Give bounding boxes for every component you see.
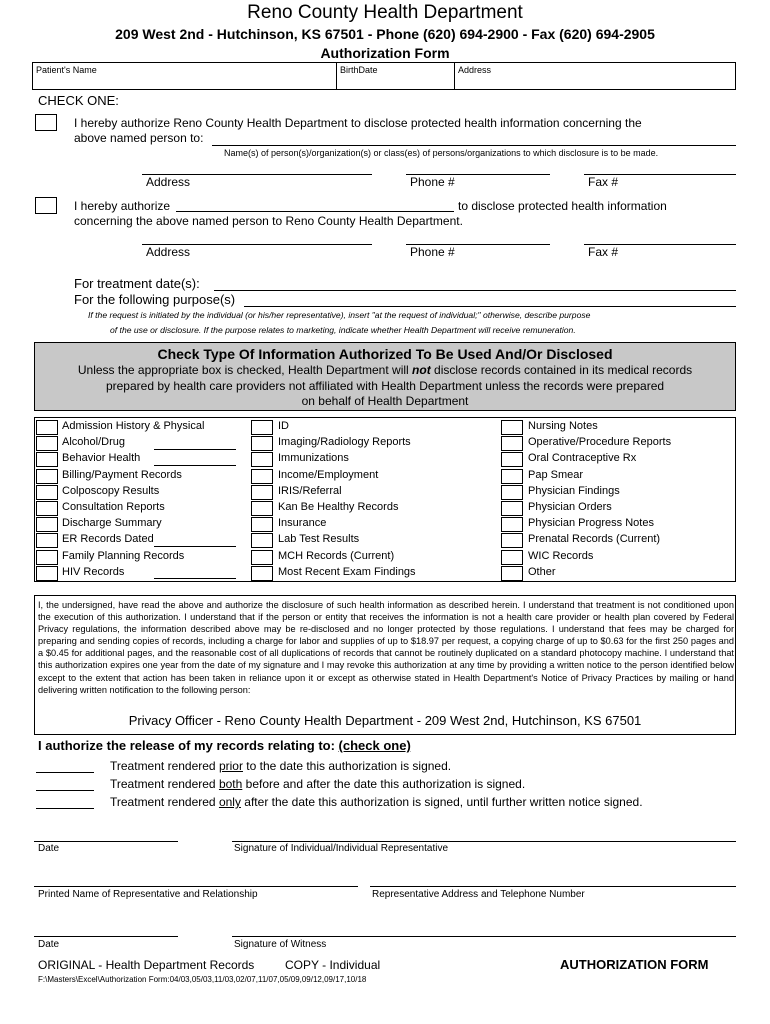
record-checkbox[interactable] [501,501,523,516]
release-option-post: after the date this authorization is signed, until further written notice signed. [240,795,643,809]
legal-text: I, the undersigned, have read the above and authorize the disclosure of such health information as described herein. I understand that treatment is not conditioned upon the execution of this authorization. I understand that if the person or entity that receives the information is not a health care provider or health plan covered by Federal Privacy regulations, the information described above may be re-disclosed and no longer protected by those regulations. I understand that fees may be charged for preparing and sending copies of records, including a charge for labor and supplies of up to $18.97 per request, a copying charge of up to $0.63 for the first 250 pages and a $0.45 for additional pages, and the reasonable cost of all duplications of records that cannot be routinely duplicated on a standard photocopy machine. I understand that this authorization expires one year from the date of my signature and I may revoke this authorization at any time by providing a written notice to the person identified below except to the extent that action has been taken in reliance upon it or except as otherwise stated in Health Department's Notice of Privacy Practices by mailing or hand delivering written notification to the following person: [38,600,734,695]
rep-address-line[interactable] [370,886,736,887]
record-label: Lab Test Results [278,533,360,546]
record-label: Other [528,565,556,578]
record-label: Imaging/Radiology Reports [278,436,411,449]
er-records-date-line[interactable] [154,546,236,547]
record-checkbox[interactable] [36,485,58,500]
date-label-2: Date [38,939,60,950]
record-checkbox[interactable] [501,420,523,435]
info-type-body-line3: on behalf of Health Department [301,394,469,408]
record-checkbox[interactable] [251,501,273,516]
release-option-text [110,795,643,809]
release-option-blank[interactable] [36,808,94,809]
date-line-2[interactable] [34,936,178,937]
birthdate-label: BirthDate [340,65,378,75]
record-checkbox[interactable] [501,436,523,451]
recipient-name-line[interactable] [212,145,736,146]
purpose-label: For the following purpose(s) [74,292,236,307]
record-label: WIC Records [528,549,594,562]
record-checkbox[interactable] [36,452,58,467]
option1-text-line2: above named person to: [74,131,204,145]
record-checkbox[interactable] [251,452,273,467]
form-title: Authorization Form [320,45,450,61]
option1-phone-label: Phone # [410,175,455,189]
record-label: Physician Orders [528,501,612,513]
privacy-officer: Privacy Officer - Reno County Health Department - 209 West 2nd, Hutchinson, KS 67501 [128,713,642,728]
option2-phone-label: Phone # [410,245,455,259]
record-label: Insurance [278,517,327,530]
record-label: Physician Progress Notes [528,517,654,530]
release-option-post: to the date this authorization is signed. [242,759,452,773]
release-option-pre: Treatment rendered [110,795,219,809]
release-option-blank[interactable] [36,772,94,773]
purpose-note-1: If the request is initiated by the individual (or his/her representative), insert "at the request of individual;" otherwise, describe purpose [88,310,591,320]
option2-text-line2: concerning the above named person to Reno County Health Department. [74,214,463,228]
purpose-line[interactable] [244,306,736,307]
release-option-pre: Treatment rendered [110,759,219,773]
alcohol-drug-line[interactable] [154,449,236,450]
record-checkbox[interactable] [251,485,273,500]
treatment-dates-line[interactable] [214,290,736,291]
release-check-one: (check one) [338,738,411,753]
record-label: Most Recent Exam Findings [278,565,416,578]
record-checkbox[interactable] [36,550,58,565]
department-address: 209 West 2nd - Hutchinson, KS 67501 - Phone (620) 694-2900 - Fax (620) 694-2905 [115,26,655,42]
info-type-body [34,363,736,410]
option2-checkbox[interactable] [35,197,57,214]
record-checkbox[interactable] [36,517,58,532]
record-checkbox[interactable] [36,501,58,516]
record-checkbox[interactable] [251,566,273,581]
patient-name-field[interactable] [33,63,337,89]
footer-file-path: F:\Masters\Excel\Authorization Form:04/03,05/03,11/03,02/07,11/07,05/09,09/12,09/17,10/18 [38,975,367,984]
date-label-1: Date [38,843,60,854]
release-option-emph: both [218,777,243,791]
option1-text: I hereby authorize Reno County Health Department to disclose protected health information concerning the [74,116,642,130]
record-checkbox[interactable] [36,566,58,581]
info-type-body-line2: prepared by health care providers not affiliated with Health Department unless the records were prepared [105,378,665,393]
record-label: Family Planning Records [62,549,185,562]
release-option-pre: Treatment rendered [110,777,219,791]
record-checkbox[interactable] [36,436,58,451]
record-label: Oral Contraceptive Rx [528,452,637,465]
info-type-heading: Check Type Of Information Authorized To Be Used And/Or Disclosed [157,346,613,362]
release-option-emph: only [218,795,241,809]
rep-address-label: Representative Address and Telephone Number [372,889,585,900]
option2-source-line[interactable] [176,211,454,212]
record-label: Physician Findings [528,484,620,497]
date-line-1[interactable] [34,841,178,842]
record-label: ER Records Dated [62,533,154,546]
record-checkbox[interactable] [251,469,273,484]
record-label: HIV Records [62,565,125,578]
treatment-dates-label: For treatment date(s): [74,276,200,291]
option1-checkbox[interactable] [35,114,57,131]
info-type-body-post: disclose records contained in its medical records [430,363,693,377]
patient-info-box [32,62,736,90]
printed-name-label: Printed Name of Representative and Relationship [38,889,258,900]
check-one-heading: CHECK ONE: [38,93,119,108]
record-checkbox[interactable] [251,533,273,548]
behavior-health-line[interactable] [154,465,236,466]
record-label: Prenatal Records (Current) [528,533,661,546]
record-checkbox[interactable] [501,485,523,500]
footer-copy: COPY - Individual [285,958,381,972]
info-type-body-pre: Unless the appropriate box is checked, Health Department will [77,363,413,377]
release-option-blank[interactable] [36,790,94,791]
record-label: Alcohol/Drug [62,436,125,449]
record-label: Admission History & Physical [62,420,205,432]
record-label: Nursing Notes [528,420,598,432]
release-option-post: before and after the date this authorization is signed. [242,777,526,791]
record-label: Immunizations [278,452,349,465]
record-label: IRIS/Referral [278,484,342,497]
record-checkbox[interactable] [501,469,523,484]
info-type-body-emph: not [412,363,431,377]
record-label: Colposcopy Results [62,484,160,497]
release-heading [38,738,411,753]
recipient-hint: Name(s) of person(s)/organization(s) or class(es) of persons/organizations to which disclosure is to be made. [224,148,659,158]
release-option-emph: prior [218,759,243,773]
record-label: Kan Be Healthy Records [278,501,399,513]
record-label: Operative/Procedure Reports [528,436,672,449]
option2-suffix: to disclose protected health information [458,199,667,213]
record-checkbox[interactable] [36,469,58,484]
record-checkbox[interactable] [501,452,523,467]
patient-name-label: Patient's Name [36,65,97,75]
record-label: Behavior Health [62,452,141,465]
page-title: Reno County Health Department [247,2,523,23]
hiv-records-line[interactable] [154,578,236,579]
record-label: MCH Records (Current) [278,549,395,562]
record-label: ID [278,420,289,432]
option1-fax-label: Fax # [588,175,619,189]
record-checkbox[interactable] [501,550,523,565]
release-option-text [110,759,451,773]
record-label: Pap Smear [528,468,584,481]
record-checkbox[interactable] [36,420,58,435]
individual-signature-line[interactable] [232,841,736,842]
record-label: Income/Employment [278,468,379,481]
record-checkbox[interactable] [501,533,523,548]
option2-fax-label: Fax # [588,245,619,259]
printed-name-line[interactable] [34,886,358,887]
option1-address-label: Address [146,175,191,189]
record-checkbox[interactable] [251,550,273,565]
footer-form-label: AUTHORIZATION FORM [560,957,709,972]
record-checkbox[interactable] [36,533,58,548]
birthdate-field[interactable] [337,63,455,89]
record-label: Consultation Reports [62,501,165,513]
record-checkbox[interactable] [501,566,523,581]
record-checkbox[interactable] [251,436,273,451]
record-label: Discharge Summary [62,517,162,530]
purpose-note-2: of the use or disclosure. If the purpose relates to marketing, indicate whether Health Department will receive remuneration. [110,325,576,335]
release-option-text [110,777,525,791]
witness-signature-label: Signature of Witness [234,939,327,950]
record-label: Billing/Payment Records [62,468,182,481]
record-checkbox[interactable] [251,517,273,532]
release-heading-text: I authorize the release of my records relating to: [38,738,339,753]
record-checkbox[interactable] [251,420,273,435]
witness-signature-line[interactable] [232,936,736,937]
footer-original: ORIGINAL - Health Department Records [38,958,255,972]
option2-prefix: I hereby authorize [74,199,171,213]
patient-address-field[interactable] [455,63,735,89]
record-checkbox[interactable] [501,517,523,532]
individual-signature-label: Signature of Individual/Individual Representative [234,843,449,854]
option2-address-label: Address [146,245,191,259]
patient-address-label: Address [458,65,492,75]
